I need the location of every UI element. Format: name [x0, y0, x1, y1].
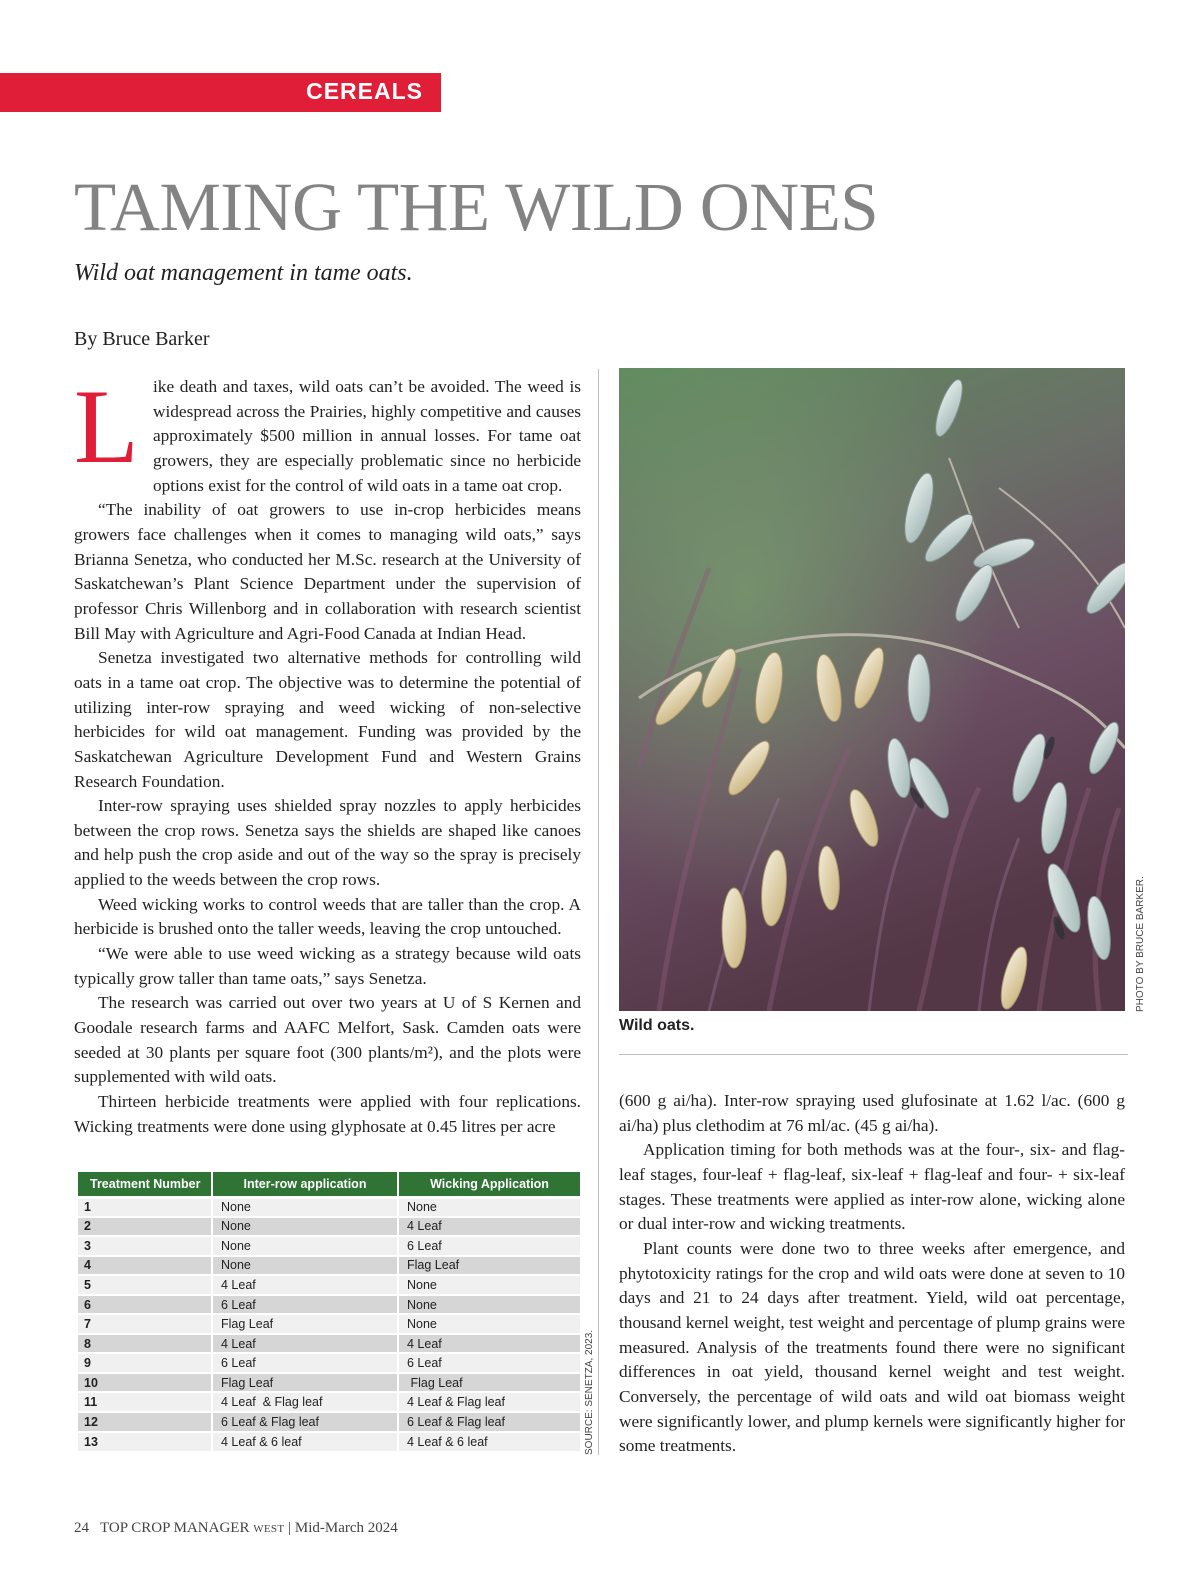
table-header-row	[78, 1172, 581, 1197]
table-cell: 6 Leaf	[398, 1353, 581, 1373]
table-cell: 11	[78, 1392, 212, 1412]
treatment-table	[78, 1172, 581, 1451]
table-cell: 4 Leaf	[398, 1334, 581, 1354]
page-footer	[74, 1520, 398, 1537]
table-cell: Flag Leaf	[212, 1314, 398, 1334]
table-cell: None	[398, 1197, 581, 1217]
table-cell: None	[398, 1295, 581, 1315]
table-cell: 4	[78, 1256, 212, 1276]
table-source: SOURCE: SENETZA, 2023.	[584, 1329, 595, 1455]
table-cell: 4 Leaf	[212, 1334, 398, 1354]
table-row	[78, 1256, 581, 1276]
table-cell: None	[398, 1314, 581, 1334]
table-cell: 8	[78, 1334, 212, 1354]
table-row	[78, 1373, 581, 1393]
table-cell: 6 Leaf & Flag leaf	[398, 1412, 581, 1432]
table-cell: 10	[78, 1373, 212, 1393]
page-number: 24	[74, 1520, 89, 1536]
table-row	[78, 1432, 581, 1452]
table-cell: 4 Leaf & 6 leaf	[212, 1432, 398, 1452]
table-row	[78, 1314, 581, 1334]
table-cell: Flag Leaf	[398, 1373, 581, 1393]
table-cell: 1	[78, 1197, 212, 1217]
publication-name: TOP CROP MANAGER	[99, 1520, 250, 1536]
body-paragraph: “The inability of oat growers to use in-crop herbicides means growers face challenges when it comes to managing wild oats,” says Brianna Senetza, who conducted her M.Sc. research at the University of Saskatchewan’s Plant Science Department under the supervision of professor Chris Willenborg and in collaboration with research scientist Bill May with Agriculture and Agri-Food Canada at Indian Head.	[74, 500, 581, 643]
table-cell: 13	[78, 1432, 212, 1452]
caption-divider	[619, 1054, 1128, 1055]
photo-caption: Wild oats.	[619, 1017, 695, 1034]
body-paragraph: (600 g ai/ha). Inter-row spraying used glufosinate at 1.62 l/ac. (600 g ai/ha) plus clethodim at 76 ml/ac. (45 g ai/ha).	[619, 1091, 1125, 1135]
table-row	[78, 1392, 581, 1412]
drop-cap: L	[74, 368, 139, 485]
body-paragraph: “We were able to use weed wicking as a strategy because wild oats typically grow taller than tame oats,” says Senetza.	[74, 944, 581, 988]
table-cell: 4 Leaf & Flag leaf	[212, 1392, 398, 1412]
table-cell: None	[398, 1275, 581, 1295]
table-row	[78, 1236, 581, 1256]
publication-edition: WEST	[253, 1523, 285, 1535]
table-cell: 6 Leaf & Flag leaf	[212, 1412, 398, 1432]
section-banner	[0, 73, 441, 112]
table-cell: 4 Leaf	[398, 1217, 581, 1237]
table-cell: 3	[78, 1236, 212, 1256]
table-cell: Flag Leaf	[398, 1256, 581, 1276]
table-cell: 7	[78, 1314, 212, 1334]
table-row	[78, 1353, 581, 1373]
table-cell: None	[212, 1256, 398, 1276]
section-label: CEREALS	[306, 78, 423, 104]
table-header-cell: Wicking Application	[398, 1172, 581, 1197]
body-paragraph: Weed wicking works to control weeds that are taller than the crop. A herbicide is brushed onto the taller weeds, leaving the crop untouched.	[74, 894, 581, 939]
table-cell: 4 Leaf & 6 leaf	[398, 1432, 581, 1452]
body-paragraph: Inter-row spraying uses shielded spray nozzles to apply herbicides between the crop rows. Senetza says the shields are shaped like canoes and help push the crop aside and out of the way so the spray is precisely applied to the weeds between the crop rows.	[74, 796, 581, 890]
article-byline: By Bruce Barker	[74, 328, 210, 350]
table-cell: 5	[78, 1275, 212, 1295]
table-cell: 9	[78, 1353, 212, 1373]
table-cell: 4 Leaf	[212, 1275, 398, 1295]
table-cell: Flag Leaf	[212, 1373, 398, 1393]
table-cell: 6 Leaf	[398, 1236, 581, 1256]
table-row	[78, 1412, 581, 1432]
table-cell: 4 Leaf & Flag leaf	[398, 1392, 581, 1412]
table-row	[78, 1197, 581, 1217]
table-cell: 6	[78, 1295, 212, 1315]
right-column	[619, 1089, 1125, 1459]
body-paragraph: Like death and taxes, wild oats can’t be avoided. The weed is widespread across the Prairies, highly competitive and causes approximately $500 million in annual losses. For tame oat growers, they are especially problematic since no herbicide options exist for the control of wild oats in a tame oat crop.	[74, 368, 581, 495]
table-cell: 6 Leaf	[212, 1353, 398, 1373]
table-cell: 6 Leaf	[212, 1295, 398, 1315]
table-row	[78, 1295, 581, 1315]
table-cell: None	[212, 1197, 398, 1217]
table-row	[78, 1217, 581, 1237]
table-header-cell: Treatment Number	[78, 1172, 212, 1197]
table-row	[78, 1334, 581, 1354]
body-paragraph: The research was carried out over two years at U of S Kernen and Goodale research farms and AAFC Melfort, Sask. Camden oats were seeded at 30 plants per square foot (300 plants/m²), and the plots were supplemented with wild oats.	[74, 993, 581, 1087]
table-cell: None	[212, 1217, 398, 1237]
photo-credit: PHOTO BY BRUCE BARKER.	[1135, 876, 1146, 1012]
body-paragraph: Senetza investigated two alternative methods for controlling wild oats in a tame oat crop. The objective was to determine the potential of utilizing inter-row spraying and weed wicking of non-selective herbicides for wild oat management. Funding was provided by the Saskatchewan Agriculture Development Fund and Western Grains Research Foundation.	[74, 648, 581, 791]
table-row	[78, 1275, 581, 1295]
column-divider	[598, 369, 599, 1455]
table-cell: 12	[78, 1412, 212, 1432]
body-paragraph: Application timing for both methods was at the four-, six- and flag-leaf stages, four-leaf + flag-leaf, six-leaf + flag-leaf and four- + six-leaf stages. These treatments were applied as inter-row alone, wicking alone or dual inter-row and wicking treatments.	[619, 1140, 1125, 1234]
issue-date: | Mid-March 2024	[288, 1520, 398, 1536]
table-cell: None	[212, 1236, 398, 1256]
left-column	[74, 368, 581, 1139]
body-paragraph: Plant counts were done two to three weeks after emergence, and phytotoxicity ratings for the crop and wild oats were done at seven to 10 days and 21 to 24 days after treatment. Yield, wild oat percentage, thousand kernel weight, test weight and percentage of plump grains were measured. Analysis of the treatments found there were no significant differences in oat yield, thousand kernel weight and test weight. Conversely, the percentage of wild oats and wild oat biomass weight were significantly lower, and plump kernels were significantly higher for some treatments.	[619, 1238, 1125, 1456]
article-title: TAMING THE WILD ONES	[74, 169, 879, 245]
body-paragraph: Thirteen herbicide treatments were applied with four replications. Wicking treatments were done using glyphosate at 0.45 litres per acre	[74, 1092, 581, 1136]
table-cell: 2	[78, 1217, 212, 1237]
wild-oats-photo	[619, 368, 1125, 1011]
table-header-cell: Inter-row application	[212, 1172, 398, 1197]
article-deck: Wild oat management in tame oats.	[74, 260, 413, 286]
